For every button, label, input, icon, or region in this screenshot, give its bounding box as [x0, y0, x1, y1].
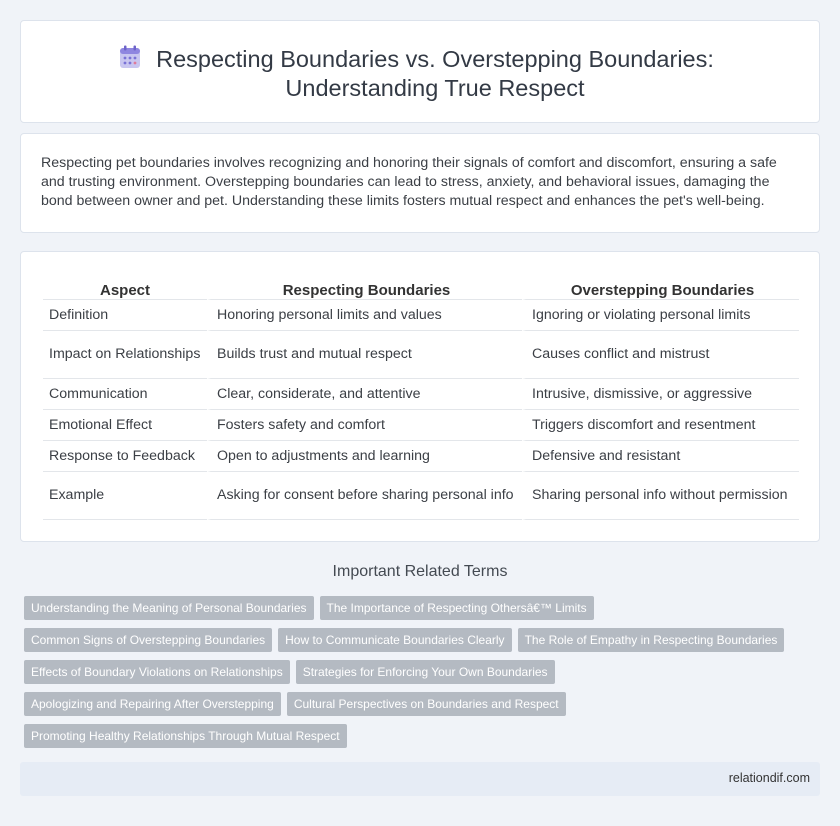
cell-overstepping: Causes conflict and mistrust [522, 331, 799, 379]
related-term-tag[interactable]: Apologizing and Repairing After Overstepping [24, 692, 281, 716]
related-term-tag[interactable]: Promoting Healthy Relationships Through Mutual Respect [24, 724, 347, 748]
table-row [43, 379, 799, 410]
table-row [43, 472, 799, 520]
cell-respecting: Clear, considerate, and attentive [207, 379, 522, 410]
cell-overstepping: Intrusive, dismissive, or aggressive [522, 379, 799, 410]
cell-overstepping: Ignoring or violating personal limits [522, 300, 799, 331]
header-respecting: Respecting Boundaries [207, 272, 522, 300]
related-term-tag[interactable]: How to Communicate Boundaries Clearly [278, 628, 511, 652]
cell-respecting: Open to adjustments and learning [207, 441, 522, 472]
page-title-line1: Respecting Boundaries vs. Overstepping Boundaries: [156, 46, 714, 72]
related-term-tag[interactable]: Understanding the Meaning of Personal Boundaries [24, 596, 314, 620]
page-title [126, 45, 714, 103]
footer-site-link[interactable]: relationdif.com [728, 771, 810, 785]
comparison-table [43, 272, 799, 520]
intro-card [20, 133, 820, 233]
related-terms-list [24, 596, 820, 756]
related-term-tag[interactable]: Strategies for Enforcing Your Own Boundaries [296, 660, 555, 684]
related-term-tag[interactable]: The Importance of Respecting Othersâ€™ Limits [320, 596, 594, 620]
header-overstepping: Overstepping Boundaries [522, 272, 799, 300]
cell-aspect: Emotional Effect [43, 410, 207, 441]
cell-respecting: Fosters safety and comfort [207, 410, 522, 441]
footer [20, 762, 820, 796]
cell-overstepping: Triggers discomfort and resentment [522, 410, 799, 441]
cell-aspect: Impact on Relationships [43, 331, 207, 379]
header-aspect: Aspect [43, 272, 207, 300]
comparison-card [20, 251, 820, 542]
page-title-line2: Understanding True Respect [285, 75, 585, 101]
intro-text: Respecting pet boundaries involves recognizing and honoring their signals of comfort and discomfort, ensuring a safe and trusting environment. Overstepping boundaries can lead to stress, anxiety, and behavioral issues, damaging the bond between owner and pet. Understanding these limits fosters mutual respect and enhances the pet's well-being. [41, 155, 777, 209]
related-terms-title: Important Related Terms [332, 563, 508, 580]
table-row [43, 300, 799, 331]
cell-aspect: Definition [43, 300, 207, 331]
cell-overstepping: Defensive and resistant [522, 441, 799, 472]
related-term-tag[interactable]: Effects of Boundary Violations on Relationships [24, 660, 290, 684]
title-card [20, 20, 820, 123]
table-header-row [43, 272, 799, 300]
related-term-tag[interactable]: The Role of Empathy in Respecting Boundaries [518, 628, 785, 652]
cell-aspect: Response to Feedback [43, 441, 207, 472]
cell-aspect: Example [43, 472, 207, 520]
cell-aspect: Communication [43, 379, 207, 410]
cell-overstepping: Sharing personal info without permission [522, 472, 799, 520]
cell-respecting: Asking for consent before sharing personal info [207, 472, 522, 520]
related-term-tag[interactable]: Cultural Perspectives on Boundaries and Respect [287, 692, 566, 716]
related-term-tag[interactable]: Common Signs of Overstepping Boundaries [24, 628, 272, 652]
table-row [43, 331, 799, 379]
cell-respecting: Builds trust and mutual respect [207, 331, 522, 379]
cell-respecting: Honoring personal limits and values [207, 300, 522, 331]
table-row [43, 441, 799, 472]
table-row [43, 410, 799, 441]
